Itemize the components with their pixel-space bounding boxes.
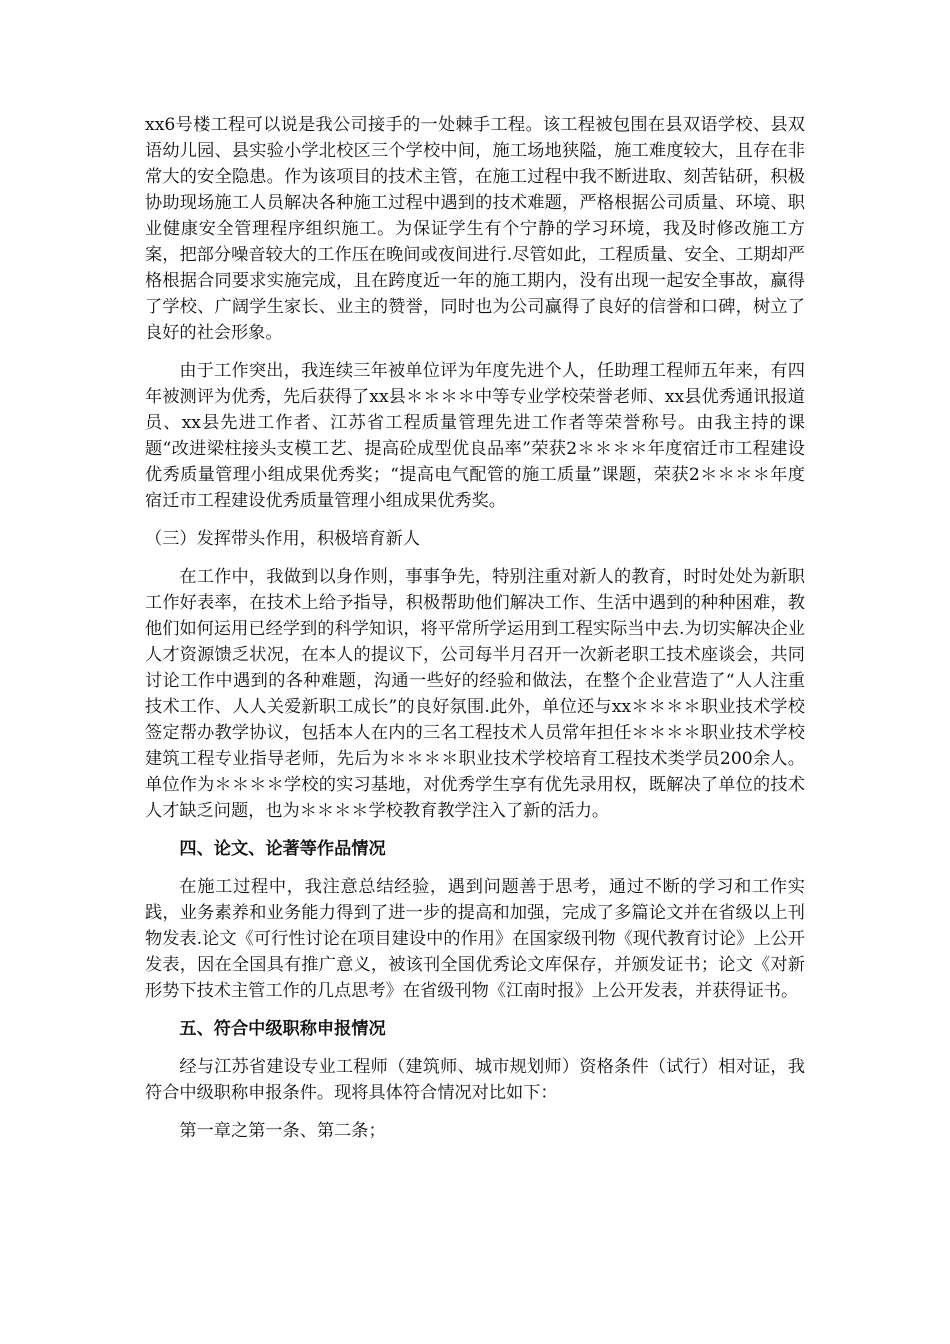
heading-qualification: 五、符合中级职称申报情况 — [179, 1019, 386, 1039]
paragraph-project: xx6号楼工程可以说是我公司接手的一处棘手工程。该工程被包围在县双语学校、县双语幼儿园、县实验小学北校区三个学校中间，施工场地狭隘，施工难度较大，且存在非常大的安全隐患。作为该项目的技术主管，在施工过程中我不断进取、刻苦钻研，积极协助现场施工人员解决各种施工过程中遇到的技术难题，严格根据公司质量、环境、职业健康安全管理程序组织施工。为保证学生有个宁静的学习环境，我及时修改施工方案，把部分噪音较大的工作压在晚间或夜间进行.尽管如此，工程质量、安全、工期却严格根据合同要求实施完成，且在跨度近一年的施工期内，没有出现一起安全事故，赢得了学校、广阔学生家长、业主的赞誉，同时也为公司赢得了良好的信誉和口碑，树立了良好的社会形象。 — [145, 115, 805, 343]
document-body — [145, 112, 805, 1156]
paragraph-chapter-reference: 第一章之第一条、第二条； — [179, 1121, 386, 1141]
subheading-mentoring: （三）发挥带头作用，积极培育新人 — [145, 529, 421, 549]
paragraph-qualification: 经与江苏省建设专业工程师（建筑师、城市规划师）资格条件（试行）相对证，我符合中级职称申报条件。现将具体符合情况对比如下： — [145, 1057, 805, 1103]
heading-papers: 四、论文、论著等作品情况 — [179, 839, 386, 859]
paragraph-mentoring: 在工作中，我做到以身作则，事事争先，特别注重对新人的教育，时时处处为新职工作好表率，在技术上给予指导，积极帮助他们解决工作、生活中遇到的种种困难，教他们如何运用已经学到的科学知识，将平常所学运用到工程实际当中去.为切实解决企业人才资源馈乏状况，在本人的提议下，公司每半月召开一次新老职工技术座谈会，共同讨论工作中遇到的各种难题，沟通一些好的经验和做法，在整个企业营造了“人人注重技术工作、人人关爱新职工成长”的良好氛围.此外，单位还与xx＊＊＊＊职业技术学校签定帮办教学协议，包括本人在内的三名工程技术人员常年担任＊＊＊＊职业技术学校建筑工程专业指导老师，先后为＊＊＊＊职业技术学校培育工程技术类学员200余人。单位作为＊＊＊＊学校的实习基地，对优秀学生享有优先录用权，既解决了单位的技术人才缺乏问题，也为＊＊＊＊学校教育教学注入了新的活力。 — [145, 567, 805, 821]
paragraph-papers: 在施工过程中，我注意总结经验，遇到问题善于思考，通过不断的学习和工作实践，业务素养和业务能力得到了进一步的提高和加强，完成了多篇论文并在省级以上刊物发表.论文《可行性讨论在项目建设中的作用》在国家级刊物《现代教育讨论》上公开发表，因在全国具有推广意义，被该刊全国优秀论文库保存，并颁发证书；论文《对新形势下技术主管工作的几点思考》在省级刊物《江南时报》上公开发表，并获得证书。 — [145, 877, 805, 1001]
paragraph-honors: 由于工作突出，我连续三年被单位评为年度先进个人，任助理工程师五年来，有四年被测评为优秀，先后获得了xx县＊＊＊＊中等专业学校荣誉老师、xx县优秀通讯报道员、xx县先进工作者、江苏省工程质量管理先进工作者等荣誉称号。由我主持的课题“改进梁柱接头支模工艺、提高砼成型优良品率”荣获2＊＊＊＊年度宿迁市工程建设优秀质量管理小组成果优秀奖；“提高电气配管的施工质量”课题，荣获2＊＊＊＊年度宿迁市工程建设优秀质量管理小组成果优秀奖。 — [145, 361, 805, 511]
